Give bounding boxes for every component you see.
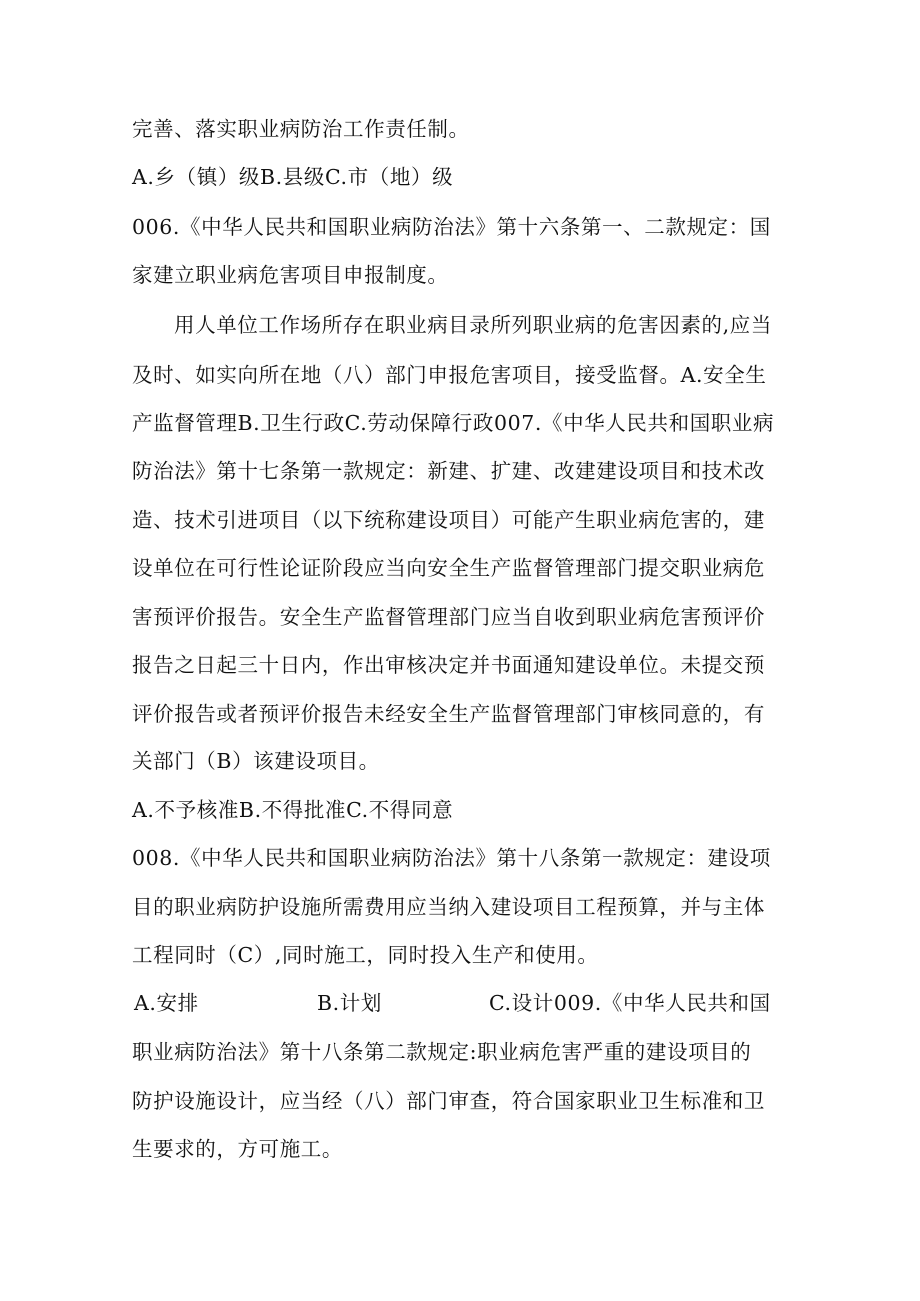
text-line: 防护设施设计，应当经（八）部门审查，符合国家职业卫生标准和卫 bbox=[132, 1089, 765, 1113]
text-line: 职业病防治法》第十八条第二款规定:职业病危害严重的建设项目的 bbox=[132, 1040, 752, 1064]
option-b: B.计划 bbox=[317, 991, 382, 1015]
text-line: 目的职业病防护设施所需费用应当纳入建设项目工程预算，并与主体 bbox=[132, 895, 765, 919]
text-line: A.乡（镇）级B.县级C.市（地）级 bbox=[132, 165, 454, 189]
text-line: 生要求的，方可施工。 bbox=[132, 1137, 343, 1161]
text-line: 家建立职业病危害项目申报制度。 bbox=[132, 263, 449, 287]
text-line: 008.《中华人民共和国职业病防治法》第十八条第一款规定：建设项 bbox=[132, 846, 771, 870]
text-line: A.不予核准B.不得批准C.不得同意 bbox=[132, 798, 454, 822]
text-line: 关部门（B）该建设项目。 bbox=[132, 749, 380, 773]
text-line: 完善、落实职业病防治工作责任制。 bbox=[132, 117, 470, 141]
text-line: 评价报告或者预评价报告未经安全生产监督管理部门审核同意的，有 bbox=[132, 702, 765, 726]
option-a: A.安排 bbox=[134, 991, 199, 1015]
text-line: 及时、如实向所在地（八）部门申报危害项目，接受监督。A.安全生 bbox=[132, 363, 767, 387]
text-line: 用人单位工作场所存在职业病目录所列职业病的危害因素的,应当 bbox=[174, 313, 772, 337]
text-line: 害预评价报告。安全生产监督管理部门应当自收到职业病危害预评价 bbox=[132, 605, 765, 629]
text-line: 防治法》第十七条第一款规定：新建、扩建、改建建设项目和技术改 bbox=[132, 459, 765, 483]
text-line: 产监督管理B.卫生行政C.劳动保障行政007.《中华人民共和国职业病 bbox=[132, 411, 775, 435]
text-line: 设单位在可行性论证阶段应当向安全生产监督管理部门提交职业病危 bbox=[132, 556, 765, 580]
text-line: 报告之日起三十日内，作出审核决定并书面通知建设单位。未提交预 bbox=[132, 653, 765, 677]
text-line: 006.《中华人民共和国职业病防治法》第十六条第一、二款规定：国 bbox=[132, 215, 771, 239]
text-line: 工程同时（C）,同时施工，同时投入生产和使用。 bbox=[132, 943, 599, 967]
option-c: C.设计009.《中华人民共和国 bbox=[489, 991, 771, 1015]
text-line: 造、技术引进项目（以下统称建设项目）可能产生职业病危害的，建 bbox=[132, 508, 765, 532]
